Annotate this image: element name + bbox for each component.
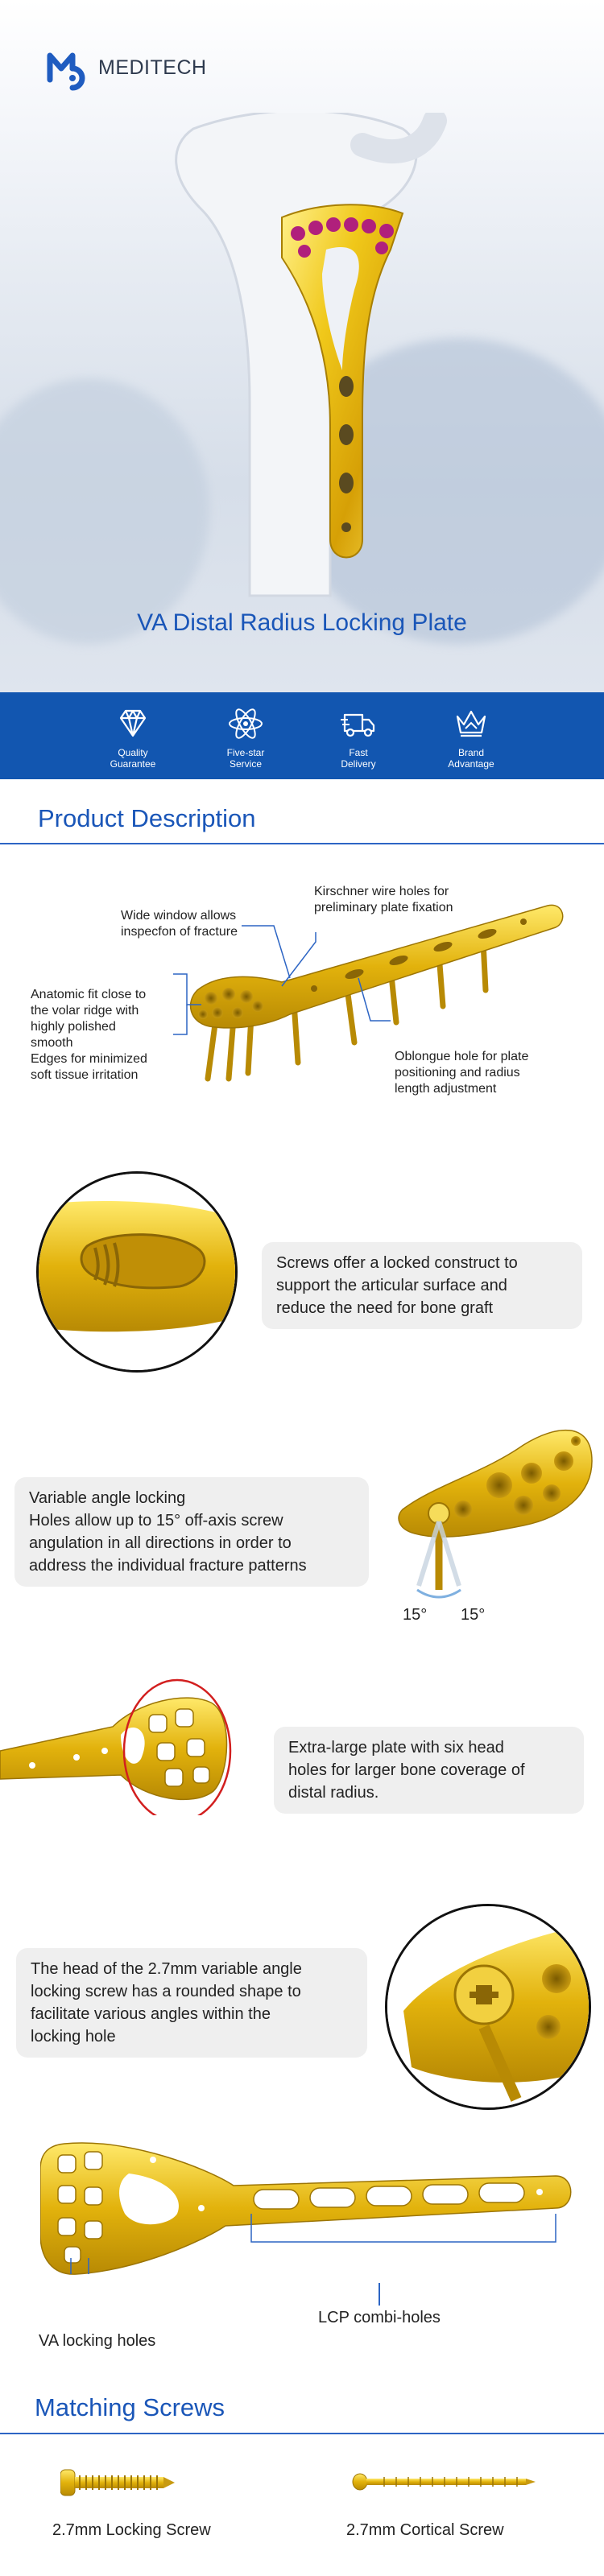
callout-kirschner-holes: Kirschner wire holes for preliminary plate fixation (314, 885, 453, 914)
va-locking-holes-label: VA locking holes (39, 2332, 156, 2350)
extra-large-text: Extra-large plate with six head holes for larger bone coverage of distal radius. (274, 1727, 584, 1814)
feature-quality: Quality Guarantee (77, 692, 189, 779)
feature-brand: Brand Advantage (415, 692, 527, 779)
delivery-truck-icon (338, 704, 379, 744)
locked-construct-text: Screws offer a locked construct to support the articular surface and reduce the need for bone graft (262, 1242, 582, 1329)
hero-banner (0, 0, 604, 692)
cortical-screw-image (352, 2470, 537, 2494)
brand-name: MEDITECH (98, 56, 207, 79)
angle-label-left: 15° (403, 1606, 428, 1624)
callout-wide-window: Wide window allows inspecfon of fracture (121, 909, 238, 939)
head-shape-text: The head of the 2.7mm variable angle locking screw has a rounded shape to facilitate various angles within the locking hole (16, 1948, 367, 2058)
locking-hole-closeup (36, 1171, 238, 1373)
cortical-screw-label: 2.7mm Cortical Screw (346, 2521, 504, 2539)
atom-icon (225, 704, 266, 744)
feature-service: Five-star Service (189, 692, 302, 779)
product-description-heading: Product Description (0, 801, 604, 849)
plate-top-view (40, 2137, 572, 2282)
hero-title: VA Distal Radius Locking Plate (137, 609, 467, 636)
locking-screw-image (60, 2465, 177, 2500)
screw-head-closeup (385, 1904, 591, 2110)
radius-bone-illustration (161, 113, 451, 612)
brand-logo[interactable] (45, 44, 207, 91)
lcp-combi-holes-label: LCP combi-holes (318, 2309, 441, 2326)
callout-oblong-hole: Oblongue hole for plate positioning and radius length adjustment (395, 1050, 529, 1096)
feature-bar (0, 692, 604, 779)
variable-angle-text: Variable angle locking Holes allow up to 15° off-axis screw angulation in all directions in order to address the individual fracture patterns (14, 1477, 369, 1587)
matching-screws-heading: Matching Screws (0, 2391, 604, 2441)
crown-icon (451, 704, 491, 744)
plate-feature-diagram (0, 877, 604, 1143)
angle-label-right: 15° (461, 1606, 486, 1624)
md-logo-icon (45, 44, 92, 91)
feature-delivery: Fast Delivery (302, 692, 415, 779)
locking-screw-label: 2.7mm Locking Screw (52, 2521, 211, 2539)
variable-angle-screw-illustration (387, 1397, 596, 1630)
plate-head-illustration (0, 1670, 242, 1815)
diamond-icon (113, 704, 153, 744)
callout-anatomic-fit: Anatomic fit close to the volar ridge with highly polished smooth Edges for minimized soft tissue irritation (31, 988, 147, 1082)
